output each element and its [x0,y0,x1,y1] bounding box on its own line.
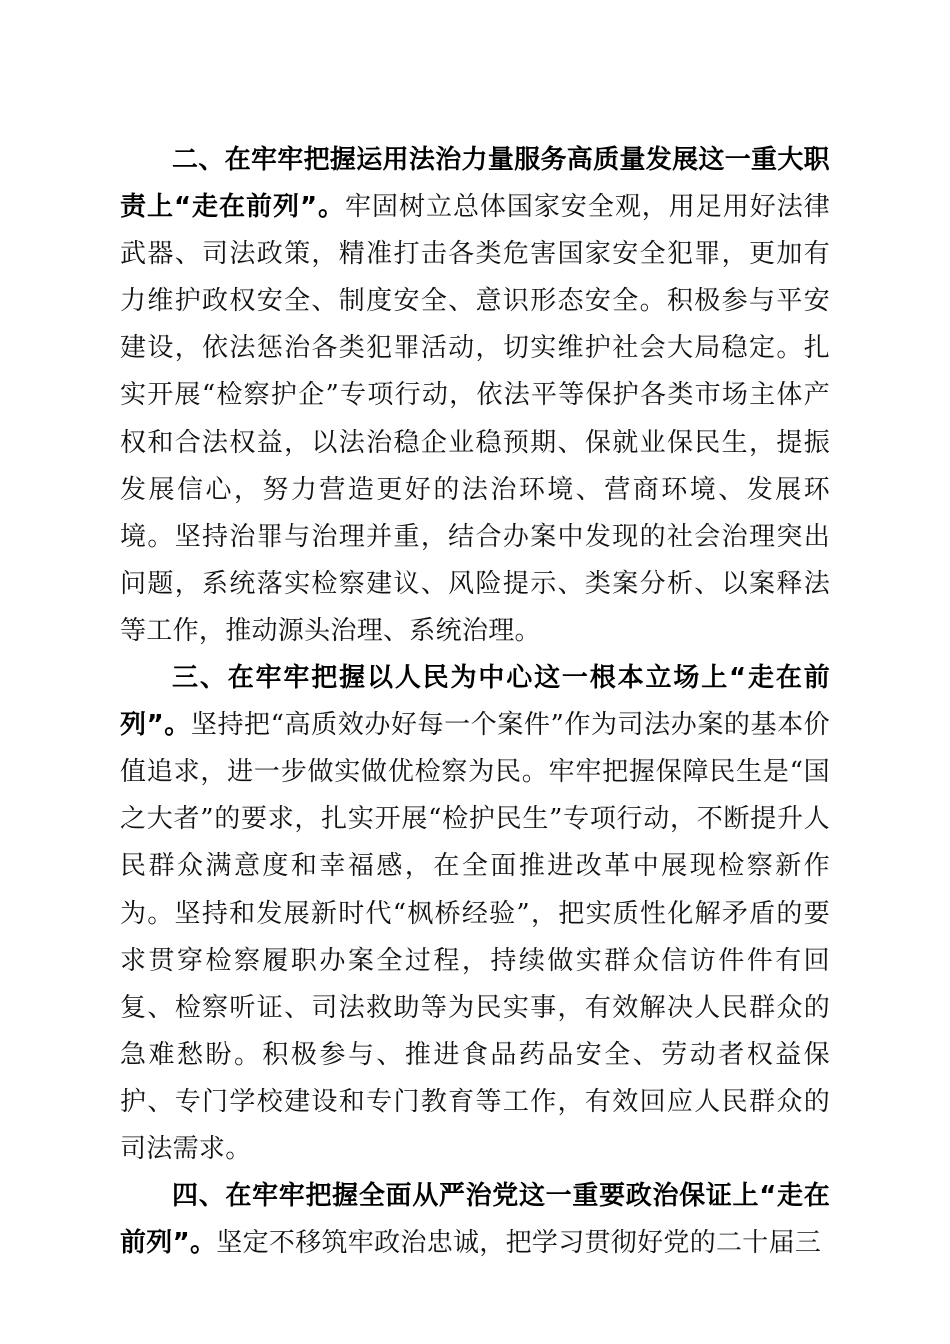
paragraph-section-4 [120,1173,830,1267]
document-body [120,137,830,1267]
paragraph-section-2 [120,137,830,655]
section-3-text: 坚持把“高质效办好每一个案件”作为司法办案的基本价值追求，进一步做实做优检察为民。牢牢把握保障民生是“国之大者”的要求，扎实开展“检护民生”专项行动，不断提升人民群众满意度和幸福感，在全面推进改革中展现检察新作为。坚持和发展新时代“枫桥经验”，把实质性化解矛盾的要求贯穿检察履职办案全过程，持续做实群众信访件件有回复、检察听证、司法救助等为民实事，有效解决人民群众的急难愁盼。积极参与、推进食品药品安全、劳动者权益保护、专门学校建设和专门教育等工作，有效回应人民群众的司法需求。 [120,710,830,1164]
section-4-text: 坚定不移筑牢政治忠诚，把学习贯彻好党的二十届三 [216,1228,822,1259]
section-2-text: 牢固树立总体国家安全观，用足用好法律武器、司法政策，精准打击各类危害国家安全犯罪，更加有力维护政权安全、制度安全、意识形态安全。积极参与平安建设，依法惩治各类犯罪活动，切实维护社会大局稳定。扎实开展“检察护企”专项行动，依法平等保护各类市场主体产权和合法权益，以法治稳企业稳预期、保就业保民生，提振发展信心，努力营造更好的法治环境、营商环境、发展环境。坚持治罪与治理并重，结合办案中发现的社会治理突出问题，系统落实检察建议、风险提示、类案分析、以案释法等工作，推动源头治理、系统治理。 [120,192,830,646]
section-4-heading: 四、在牢牢把握全面从严治党这一重要政治保证上“走在前列”。 [120,1181,830,1259]
paragraph-section-3 [120,655,830,1173]
section-2-heading: 二、在牢牢把握运用法治力量服务高质量发展这一重大职责上“走在前列”。 [120,145,830,223]
section-3-heading: 三、在牢牢把握以人民为中心这一根本立场上“走在前列”。 [120,663,830,741]
